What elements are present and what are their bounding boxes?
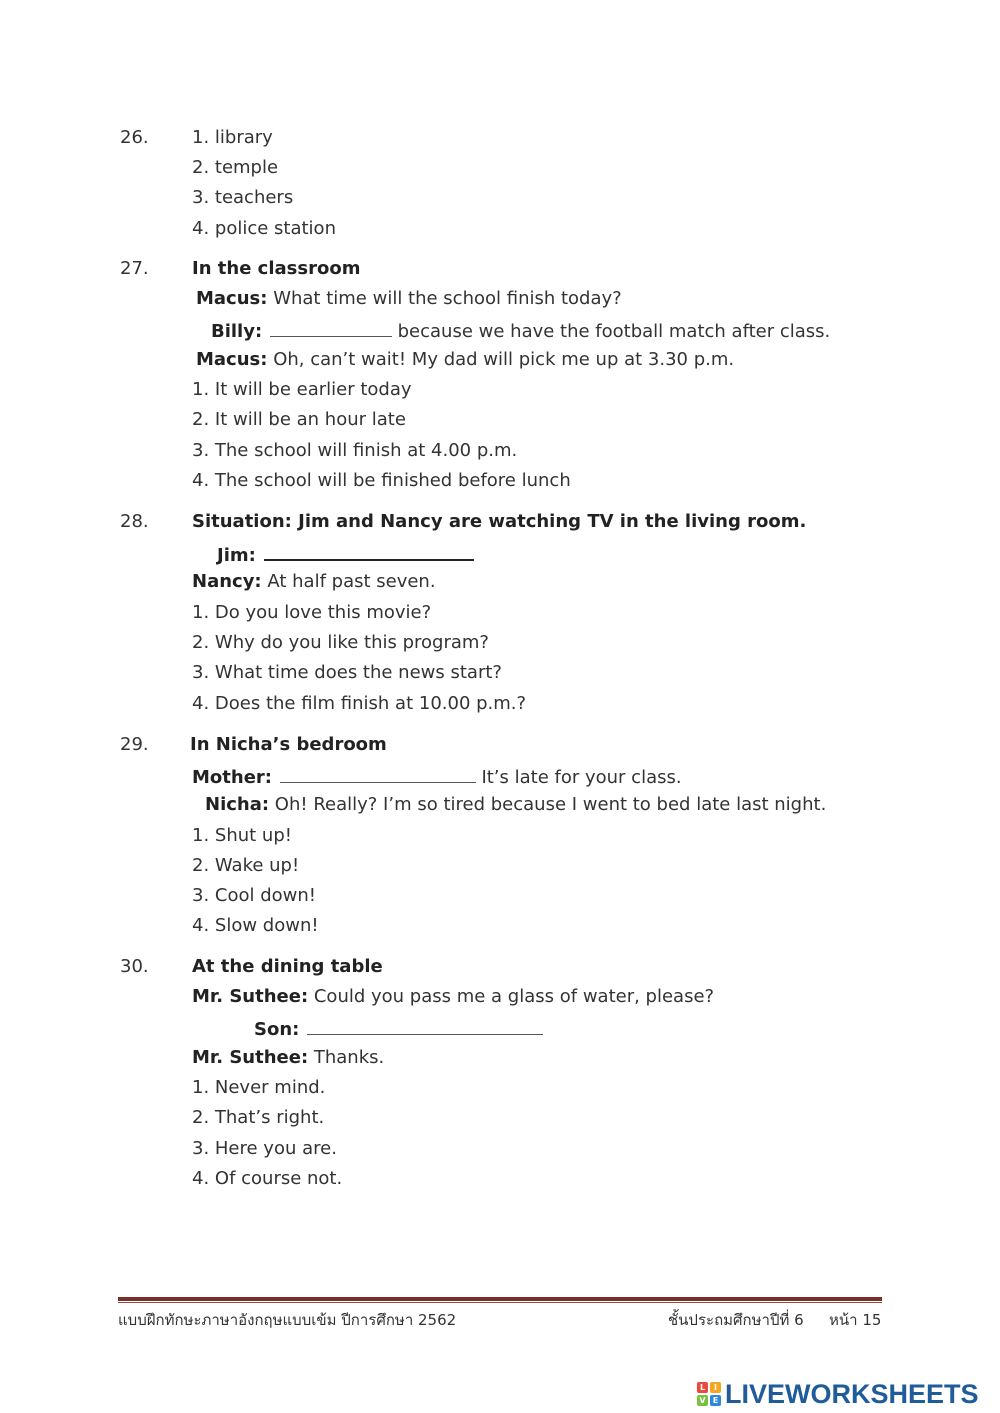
- speaker: Jim:: [217, 545, 256, 566]
- question-heading: At the dining table: [192, 956, 383, 977]
- option: 4. Of course not.: [192, 1168, 343, 1189]
- option: 3. Cool down!: [192, 885, 316, 906]
- dialogue-text: What time will the school finish today?: [267, 288, 622, 309]
- speaker: Son:: [254, 1019, 300, 1040]
- option: 4. The school will be finished before lunch: [192, 470, 571, 491]
- option: 1. It will be earlier today: [192, 379, 412, 400]
- option: 2. Wake up!: [192, 855, 300, 876]
- option: 1. Never mind.: [192, 1077, 326, 1098]
- speaker: Nancy:: [192, 571, 262, 592]
- question-number: 27.: [120, 258, 149, 279]
- dialogue-text: It’s late for your class.: [475, 767, 682, 788]
- option: 2. temple: [192, 157, 279, 178]
- question-heading: In Nicha’s bedroom: [190, 734, 387, 755]
- answer-blank[interactable]: [264, 541, 474, 561]
- dialogue-text: Oh, can’t wait! My dad will pick me up at 3.30 p.m.: [267, 349, 735, 370]
- logo-letter: V: [697, 1395, 708, 1406]
- answer-blank[interactable]: [270, 318, 392, 337]
- dialogue-line: [196, 349, 734, 371]
- dialogue-line: [205, 794, 826, 816]
- logo-letter: L: [697, 1382, 708, 1393]
- liveworksheets-logo-icon: [697, 1382, 721, 1406]
- dialogue-line: [192, 571, 436, 593]
- option: 2. Why do you like this program?: [192, 632, 489, 653]
- speaker: Mother:: [192, 767, 272, 788]
- dialogue-text: Could you pass me a glass of water, please?: [308, 986, 715, 1007]
- logo-letter: E: [710, 1395, 721, 1406]
- question-number: 28.: [120, 511, 149, 532]
- dialogue-text: Oh! Really? I’m so tired because I went to bed late last night.: [269, 794, 827, 815]
- question-heading: In the classroom: [192, 258, 361, 279]
- dialogue-line: [196, 288, 622, 310]
- dialogue-line: [254, 1016, 543, 1041]
- question-number: 30.: [120, 956, 149, 977]
- option: 4. Does the film finish at 10.00 p.m.?: [192, 693, 527, 714]
- liveworksheets-watermark: [697, 1378, 979, 1410]
- option: 3. teachers: [192, 187, 294, 208]
- speaker: Nicha:: [205, 794, 270, 815]
- dialogue-text: At half past seven.: [261, 571, 436, 592]
- speaker: Mr. Suthee:: [192, 986, 309, 1007]
- option: 4. police station: [192, 218, 336, 239]
- speaker: Macus:: [196, 349, 268, 370]
- dialogue-line: [211, 318, 830, 343]
- option: 1. Do you love this movie?: [192, 602, 432, 623]
- option: 2. That’s right.: [192, 1107, 325, 1128]
- dialogue-line: [217, 541, 474, 567]
- footer-rule: [118, 1297, 882, 1301]
- dialogue-line: [192, 1047, 384, 1069]
- speaker: Billy:: [211, 321, 263, 342]
- question-heading: Situation: Jim and Nancy are watching TV in the living room.: [192, 511, 807, 532]
- dialogue-text: because we have the football match after class.: [391, 321, 831, 342]
- footer-page-number: หน้า 15: [829, 1311, 882, 1329]
- logo-letter: I: [710, 1382, 721, 1393]
- option: 4. Slow down!: [192, 915, 319, 936]
- option: 3. The school will finish at 4.00 p.m.: [192, 440, 518, 461]
- dialogue-line: [192, 764, 682, 789]
- footer-rule-thin: [118, 1302, 882, 1303]
- option: 3. What time does the news start?: [192, 662, 502, 683]
- answer-blank[interactable]: [280, 764, 476, 783]
- option: 1. library: [192, 127, 273, 148]
- dialogue-line: [192, 986, 714, 1008]
- option: 2. It will be an hour late: [192, 409, 406, 430]
- option: 1. Shut up!: [192, 825, 292, 846]
- speaker: Mr. Suthee:: [192, 1047, 309, 1068]
- liveworksheets-brand-text: LIVEWORKSHEETS: [725, 1378, 979, 1409]
- speaker: Macus:: [196, 288, 268, 309]
- footer-title: แบบฝึกทักษะภาษาอังกฤษแบบเข้ม ปีการศึกษา 2562: [118, 1311, 457, 1329]
- question-number: 29.: [120, 734, 149, 755]
- footer-grade: ชั้นประถมศึกษาปีที่ 6: [668, 1311, 804, 1329]
- question-number: 26.: [120, 127, 149, 148]
- answer-blank[interactable]: [307, 1016, 543, 1035]
- dialogue-text: Thanks.: [308, 1047, 385, 1068]
- option: 3. Here you are.: [192, 1138, 337, 1159]
